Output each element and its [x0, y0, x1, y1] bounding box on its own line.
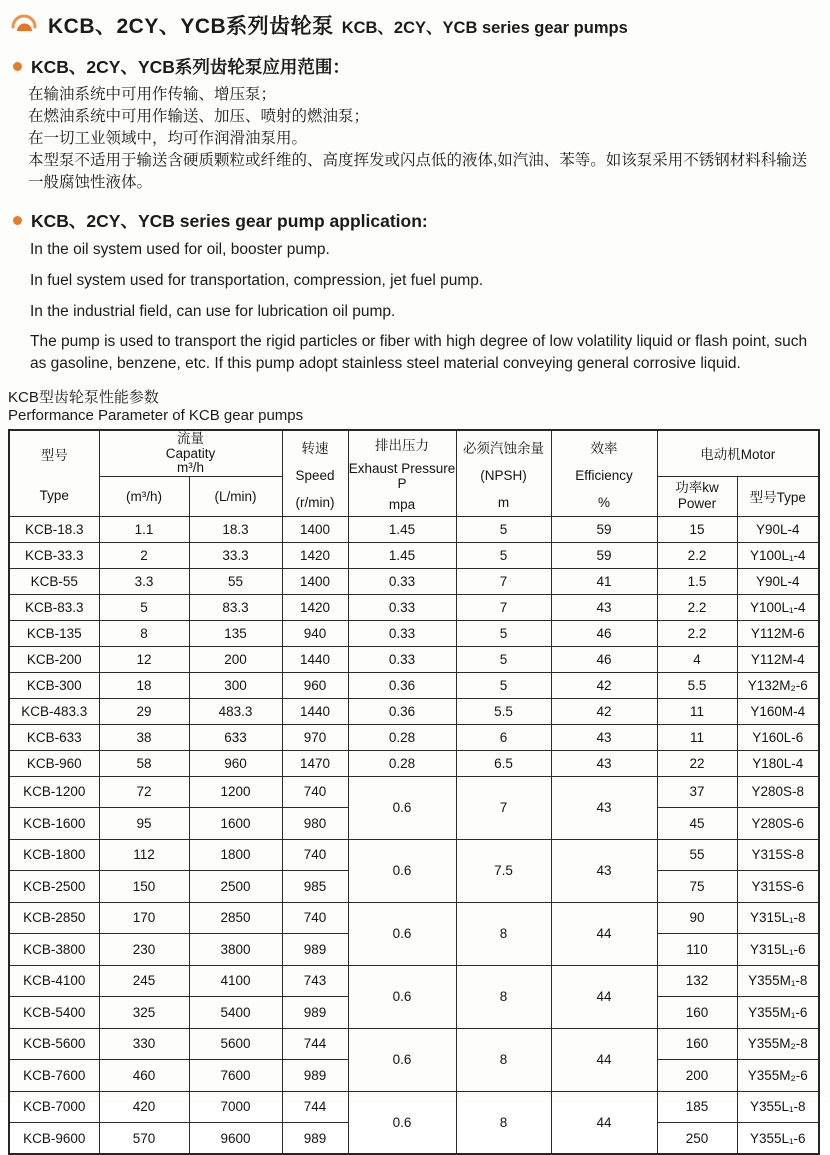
application-text-en: [30, 238, 822, 374]
table-cell: 0.33: [348, 620, 456, 646]
table-row: [9, 568, 819, 594]
section-heading-zh: KCB、2CY、YCB系列齿轮泵应用范围：: [13, 54, 830, 79]
table-cell: 3800: [189, 934, 282, 966]
table-cell: 18: [99, 672, 189, 698]
table-cell: 46: [551, 646, 657, 672]
table-cell: 5400: [189, 997, 282, 1029]
table-cell: 325: [99, 997, 189, 1029]
table-cell: 41: [551, 568, 657, 594]
table-cell: 1600: [189, 808, 282, 840]
table-cell: Y355M₁-8: [737, 965, 819, 997]
table-cell: KCB-1200: [9, 776, 99, 808]
table-cell: 420: [99, 1091, 189, 1123]
table-cell: 7: [456, 568, 551, 594]
table-cell: 7.5: [456, 839, 551, 902]
table-cell: 8: [99, 620, 189, 646]
col-header-power: 功率kw Power: [657, 476, 737, 516]
table-cell: 633: [189, 724, 282, 750]
table-cell: Y355M₂-8: [737, 1028, 819, 1060]
table-cell: Y315S-8: [737, 839, 819, 871]
table-cell: 29: [99, 698, 189, 724]
table-row: [9, 646, 819, 672]
text-line: 在燃油系统中可用作输送、加压、喷射的燃油泵；: [28, 108, 370, 125]
table-cell: 95: [99, 808, 189, 840]
table-cell: KCB-135: [9, 620, 99, 646]
page-title: [48, 10, 628, 40]
table-cell: 970: [282, 724, 348, 750]
table-row: [9, 724, 819, 750]
table-cell: 1.45: [348, 516, 456, 542]
table-cell: 1.1: [99, 516, 189, 542]
table-cell: 43: [551, 839, 657, 902]
table-cell: 132: [657, 965, 737, 997]
table-cell: 2.2: [657, 620, 737, 646]
table-row: [9, 750, 819, 776]
table-cell: 7600: [189, 1060, 282, 1092]
table-cell: 1440: [282, 698, 348, 724]
table-cell: 2: [99, 542, 189, 568]
text-line: 在输油系统中可用作传输、增压泵；: [28, 86, 277, 103]
table-cell: Y280S-8: [737, 776, 819, 808]
col-header-capacity: 流量 Capatity m³/h: [99, 430, 282, 476]
table-cell: 58: [99, 750, 189, 776]
table-cell: Y90L-4: [737, 516, 819, 542]
table-cell: KCB-1800: [9, 839, 99, 871]
table-cell: 0.6: [348, 1028, 456, 1091]
table-cell: 980: [282, 808, 348, 840]
table-cell: 44: [551, 902, 657, 965]
table-cell: 960: [282, 672, 348, 698]
table-cell: 740: [282, 839, 348, 871]
table-cell: Y355M₂-6: [737, 1060, 819, 1092]
table-cell: 6.5: [456, 750, 551, 776]
table-cell: 11: [657, 698, 737, 724]
table-cell: 1420: [282, 542, 348, 568]
text-line: In the industrial field, can use for lubrication oil pump.: [30, 303, 396, 320]
table-cell: 740: [282, 776, 348, 808]
table-cell: 740: [282, 902, 348, 934]
table-cell: KCB-300: [9, 672, 99, 698]
table-cell: Y315L₁-8: [737, 902, 819, 934]
table-cell: KCB-83.3: [9, 594, 99, 620]
table-row: [9, 1091, 819, 1123]
table-cell: 4100: [189, 965, 282, 997]
table-cell: 59: [551, 516, 657, 542]
table-cell: Y160M-4: [737, 698, 819, 724]
table-cell: 110: [657, 934, 737, 966]
table-cell: 59: [551, 542, 657, 568]
table-cell: 5.5: [456, 698, 551, 724]
table-cell: 1420: [282, 594, 348, 620]
table-cell: 42: [551, 672, 657, 698]
table-cell: 200: [189, 646, 282, 672]
table-cell: 42: [551, 698, 657, 724]
table-cell: KCB-7000: [9, 1091, 99, 1123]
table-cell: 8: [456, 902, 551, 965]
table-caption-en: Performance Parameter of KCB gear pumps: [8, 407, 304, 424]
table-cell: KCB-2500: [9, 871, 99, 903]
table-cell: 90: [657, 902, 737, 934]
text-line: In the oil system used for oil, booster pump.: [30, 241, 330, 258]
table-cell: 43: [551, 750, 657, 776]
table-cell: Y280S-6: [737, 808, 819, 840]
table-cell: 72: [99, 776, 189, 808]
col-header-motor-type: 型号Type: [737, 476, 819, 516]
table-cell: Y355L₁-8: [737, 1091, 819, 1123]
table-cell: 0.6: [348, 1091, 456, 1154]
table-cell: 43: [551, 594, 657, 620]
table-cell: Y100L₁-4: [737, 594, 819, 620]
table-cell: Y112M-6: [737, 620, 819, 646]
table-cell: 3.3: [99, 568, 189, 594]
page-title-zh: KCB、2CY、YCB系列齿轮泵: [48, 15, 334, 38]
table-row: [9, 594, 819, 620]
table-cell: 7: [456, 776, 551, 839]
table-cell: Y355M₁-6: [737, 997, 819, 1029]
table-cell: 4: [657, 646, 737, 672]
table-row: [9, 965, 819, 997]
text-line: 在一切工业领域中，均可作润滑油泵用。: [28, 130, 308, 147]
table-cell: 135: [189, 620, 282, 646]
table-row: [9, 516, 819, 542]
table-row: [9, 698, 819, 724]
table-cell: 0.33: [348, 568, 456, 594]
table-cell: 0.28: [348, 724, 456, 750]
table-cell: 985: [282, 871, 348, 903]
text-line: 本型泵不适用于输送含硬质颗粒或纤维的、高度挥发或闪点低的液体,如汽油、苯等。如该泵采用不锈钢材料科输送一般腐蚀性液体。: [28, 152, 808, 191]
table-cell: 0.6: [348, 965, 456, 1028]
table-cell: 15: [657, 516, 737, 542]
table-cell: 33.3: [189, 542, 282, 568]
table-cell: KCB-7600: [9, 1060, 99, 1092]
table-cell: 5600: [189, 1028, 282, 1060]
table-cell: KCB-4100: [9, 965, 99, 997]
table-row: [9, 839, 819, 871]
table-cell: KCB-960: [9, 750, 99, 776]
table-cell: 8: [456, 1028, 551, 1091]
table-cell: 245: [99, 965, 189, 997]
table-cell: 1.45: [348, 542, 456, 568]
col-header-lmin: (L/min): [189, 476, 282, 516]
table-cell: 2500: [189, 871, 282, 903]
table-cell: Y112M-4: [737, 646, 819, 672]
table-cell: 5: [456, 646, 551, 672]
table-caption-zh: KCB型齿轮泵性能参数: [8, 389, 159, 406]
table-cell: 112: [99, 839, 189, 871]
performance-table: [8, 429, 820, 1155]
col-header-type: 型号 Type: [9, 430, 99, 516]
page-header: [0, 0, 830, 40]
table-cell: 960: [189, 750, 282, 776]
table-cell: 330: [99, 1028, 189, 1060]
table-cell: 5: [456, 672, 551, 698]
table-cell: 200: [657, 1060, 737, 1092]
col-header-speed: 转速 Speed (r/min): [282, 430, 348, 516]
table-cell: 170: [99, 902, 189, 934]
table-cell: 5: [456, 542, 551, 568]
table-cell: KCB-1600: [9, 808, 99, 840]
table-cell: 8: [456, 1091, 551, 1154]
table-cell: 150: [99, 871, 189, 903]
table-cell: Y355L₁-6: [737, 1123, 819, 1155]
table-cell: 570: [99, 1123, 189, 1155]
text-line: In fuel system used for transportation, compression, jet fuel pump.: [30, 272, 484, 289]
table-cell: 22: [657, 750, 737, 776]
table-cell: 55: [189, 568, 282, 594]
table-cell: 18.3: [189, 516, 282, 542]
table-cell: 989: [282, 1123, 348, 1155]
table-cell: 5: [456, 620, 551, 646]
table-cell: 185: [657, 1091, 737, 1123]
table-cell: 5.5: [657, 672, 737, 698]
table-cell: 83.3: [189, 594, 282, 620]
table-cell: 44: [551, 1091, 657, 1154]
table-cell: KCB-3800: [9, 934, 99, 966]
bullet-icon: [13, 216, 22, 225]
table-cell: 0.33: [348, 646, 456, 672]
table-cell: 460: [99, 1060, 189, 1092]
table-row: [9, 776, 819, 808]
table-cell: 45: [657, 808, 737, 840]
table-cell: 9600: [189, 1123, 282, 1155]
table-row: [9, 902, 819, 934]
table-cell: 2.2: [657, 594, 737, 620]
table-cell: 11: [657, 724, 737, 750]
performance-table-body: [9, 516, 819, 1154]
table-cell: 160: [657, 1028, 737, 1060]
table-cell: 0.6: [348, 839, 456, 902]
table-cell: KCB-9600: [9, 1123, 99, 1155]
table-cell: 0.6: [348, 902, 456, 965]
table-cell: Y315S-6: [737, 871, 819, 903]
table-cell: 12: [99, 646, 189, 672]
brand-arc-icon: [9, 14, 39, 36]
table-cell: KCB-2850: [9, 902, 99, 934]
bullet-icon: [13, 62, 22, 71]
table-cell: Y160L-6: [737, 724, 819, 750]
table-cell: KCB-55: [9, 568, 99, 594]
table-cell: 43: [551, 724, 657, 750]
table-row: [9, 1028, 819, 1060]
table-cell: 989: [282, 934, 348, 966]
table-cell: 2.2: [657, 542, 737, 568]
col-header-npsh: 必须汽蚀余量 (NPSH) m: [456, 430, 551, 516]
table-cell: 989: [282, 1060, 348, 1092]
table-cell: 5: [456, 516, 551, 542]
table-cell: KCB-633: [9, 724, 99, 750]
table-cell: 75: [657, 871, 737, 903]
table-cell: 38: [99, 724, 189, 750]
table-cell: 43: [551, 776, 657, 839]
table-cell: 160: [657, 997, 737, 1029]
col-header-motor-group: 电动机Motor: [657, 430, 819, 476]
table-cell: KCB-5600: [9, 1028, 99, 1060]
table-cell: 1400: [282, 568, 348, 594]
table-cell: 989: [282, 997, 348, 1029]
table-cell: 2850: [189, 902, 282, 934]
table-cell: 0.33: [348, 594, 456, 620]
page-title-en: KCB、2CY、YCB series gear pumps: [341, 19, 628, 37]
table-cell: KCB-33.3: [9, 542, 99, 568]
table-cell: 483.3: [189, 698, 282, 724]
table-cell: Y100L₁-4: [737, 542, 819, 568]
table-cell: 744: [282, 1091, 348, 1123]
table-cell: 44: [551, 1028, 657, 1091]
table-cell: 0.6: [348, 776, 456, 839]
table-cell: 744: [282, 1028, 348, 1060]
table-cell: 1800: [189, 839, 282, 871]
table-row: [9, 620, 819, 646]
table-cell: 1470: [282, 750, 348, 776]
table-cell: 250: [657, 1123, 737, 1155]
table-cell: 37: [657, 776, 737, 808]
application-text-zh: [28, 84, 820, 194]
table-cell: 1.5: [657, 568, 737, 594]
table-cell: 0.28: [348, 750, 456, 776]
section-heading-en: KCB、2CY、YCB series gear pump application:: [13, 208, 830, 233]
table-cell: 1200: [189, 776, 282, 808]
table-cell: 230: [99, 934, 189, 966]
table-cell: Y132M₂-6: [737, 672, 819, 698]
table-row: [9, 542, 819, 568]
table-cell: 7000: [189, 1091, 282, 1123]
table-cell: 44: [551, 965, 657, 1028]
table-cell: KCB-5400: [9, 997, 99, 1029]
table-cell: 0.36: [348, 672, 456, 698]
col-header-pressure: 排出压力 Exhaust Pressure P mpa: [348, 430, 456, 516]
table-cell: 0.36: [348, 698, 456, 724]
table-cell: 7: [456, 594, 551, 620]
table-row: [9, 672, 819, 698]
table-cell: KCB-18.3: [9, 516, 99, 542]
table-cell: 8: [456, 965, 551, 1028]
table-cell: 55: [657, 839, 737, 871]
table-cell: 1440: [282, 646, 348, 672]
table-cell: Y180L-4: [737, 750, 819, 776]
table-cell: KCB-483.3: [9, 698, 99, 724]
table-cell: 6: [456, 724, 551, 750]
table-cell: KCB-200: [9, 646, 99, 672]
text-paragraph: The pump is used to transport the rigid particles or fiber with high degree of low volatility liquid or flash point, such as gasoline, benzene, etc. If this pump adopt stainless steel material conveying general corrosive liquid.: [30, 333, 808, 372]
table-cell: Y90L-4: [737, 568, 819, 594]
col-header-efficiency: 效率 Efficiency %: [551, 430, 657, 516]
col-header-m3h: (m³/h): [99, 476, 189, 516]
table-cell: 940: [282, 620, 348, 646]
table-cell: 5: [99, 594, 189, 620]
table-cell: 1400: [282, 516, 348, 542]
table-cell: 300: [189, 672, 282, 698]
table-cell: 46: [551, 620, 657, 646]
table-cell: 743: [282, 965, 348, 997]
table-cell: Y315L₁-6: [737, 934, 819, 966]
